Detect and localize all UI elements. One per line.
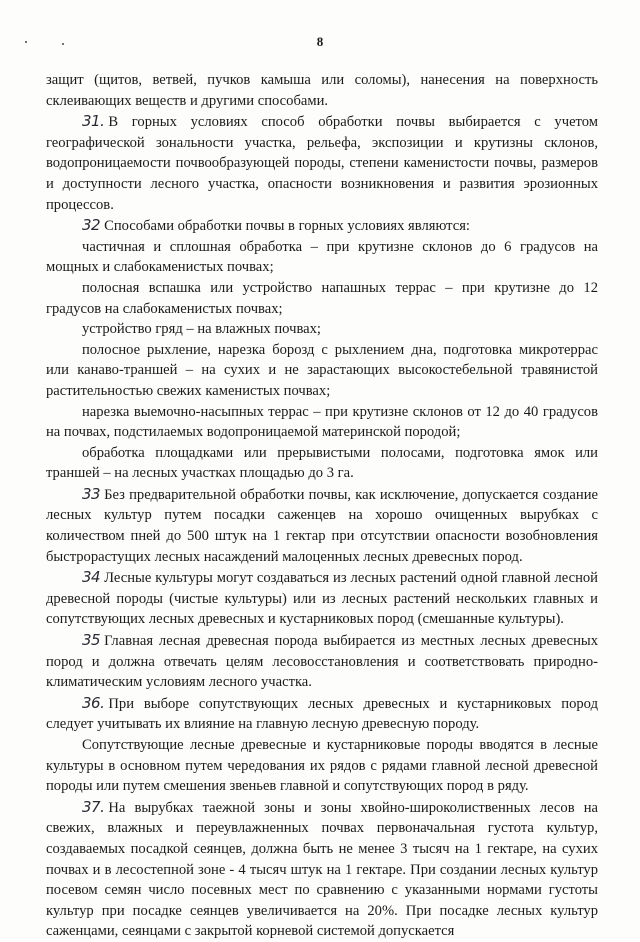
paragraph-text: На вырубках таежной зоны и зоны хвойно-широколиственных лесов на свежих, влажных и переувлажненных почвах первоначальная густота культур, создаваемых посадкой сеянцев, должна быть не менее 3 тысяч на 1 гектаре, на сухих почвах и в лесостепной зоне - 4 тысяч штук на 1 гектаре. При создании лесных культур посевом семян число посевных мест по сравнению с указанными нормами густоты культур при посадке сеянцев увеличивается на 20%. При посадке лесных культур саженцами, сеянцами с закрытой корневой системой допускается [46,799,598,940]
paragraph-text: полосное рыхление, нарезка борозд с рыхлением дна, подготовка микротеррас или канаво-траншей – на сухих и не зарастающих высокостебельной травянистой растительностью свежих каменистых почвах; [46,341,598,399]
paragraph [46,111,598,215]
paragraph-text: нарезка выемочно-насыпных террас – при крутизне склонов от 12 до 40 градусов на почвах, подстилаемых водопроницаемой материнской породой; [46,403,598,441]
paragraph-text: Способами обработки почвы в горных условиях являются: [104,218,470,235]
paragraph-text: устройство гряд – на влажных почвах; [82,321,321,338]
paragraph [46,735,598,797]
paragraph-text: При выборе сопутствующих лесных древесных и кустарниковых пород следует учитывать их влияние на главную лесную древесную породу. [46,695,598,733]
handwritten-item-number: 36. [82,693,105,712]
paragraph-text: Лесные культуры могут создаваться из лесных растений одной главной лесной древесной породы (чистые культуры) или из лесных растений нескольких главных и сопутствующих лесных древесных и кустарниковых пород (смешанные культуры). [46,570,598,628]
handwritten-item-number: 37. [82,797,105,816]
paragraph [46,340,598,402]
paragraph-text: Без предварительной обработки почвы, как исключение, допускается создание лесных культур путем посадки саженцев на хорошо очищенных вырубках с количеством пней до 500 штук на 1 гектар при отсутствии опасности возобновления быстрорастущих лесных насаждений малоценных лесных древесных пород. [46,486,598,565]
paragraph-text: защит (щитов, ветвей, пучков камыша или соломы), нанесения на поверхность склеивающих веществ и другими способами. [46,72,598,109]
handwritten-item-number: 33 [82,484,101,503]
paragraph [46,215,598,237]
paragraph [46,797,598,942]
paragraph-text: В горных условиях способ обработки почвы выбирается с учетом географической зональности участка, рельефа, экспозиции и крутизны склонов, водопроницаемости почвообразующей породы, степени каменистости почвы, размеров и доступности лесного участка, опасности возникновения и развития эрозионных процессов. [46,114,598,213]
paragraph [46,693,598,735]
handwritten-item-number: 34 [82,568,101,587]
paragraph [46,630,598,693]
paragraph [46,319,598,340]
handwritten-item-number: 31. [82,112,105,131]
paragraph-text: Сопутствующие лесные древесные и кустарниковые породы вводятся в лесные культуры в основном путем чередования их рядов с рядами главной лесной древесной породы или путем смешения звеньев главной и сопутствующих пород в ряду. [46,737,598,795]
paragraph [46,70,598,111]
paragraph [46,402,598,443]
paragraph [46,567,598,630]
handwritten-item-number: 32 [82,216,101,235]
paragraph [46,237,598,278]
handwritten-item-number: 35 [82,631,101,650]
paragraph-text: частичная и сплошная обработка – при крутизне склонов до 6 градусов на мощных и слабокаменистых почвах; [46,238,598,276]
page-number: 8 [316,34,324,49]
paragraph-text: полосная вспашка или устройство напашных террас – при крутизне до 12 градусов на слабокаменистых почвах; [46,279,598,317]
paragraph [46,278,598,319]
paragraph-text: Главная лесная древесная порода выбирается из местных лесных древесных пород и должна отвечать целям лесовосстановления и соответствовать природно-климатическим условиям лесного участка. [46,633,598,691]
paragraph [46,443,598,484]
document-body [46,70,598,942]
paragraph [46,484,598,567]
paragraph-text: обработка площадками или прерывистыми полосами, подготовка ямок или траншей – на лесных участках площадью до 3 га. [46,444,598,482]
